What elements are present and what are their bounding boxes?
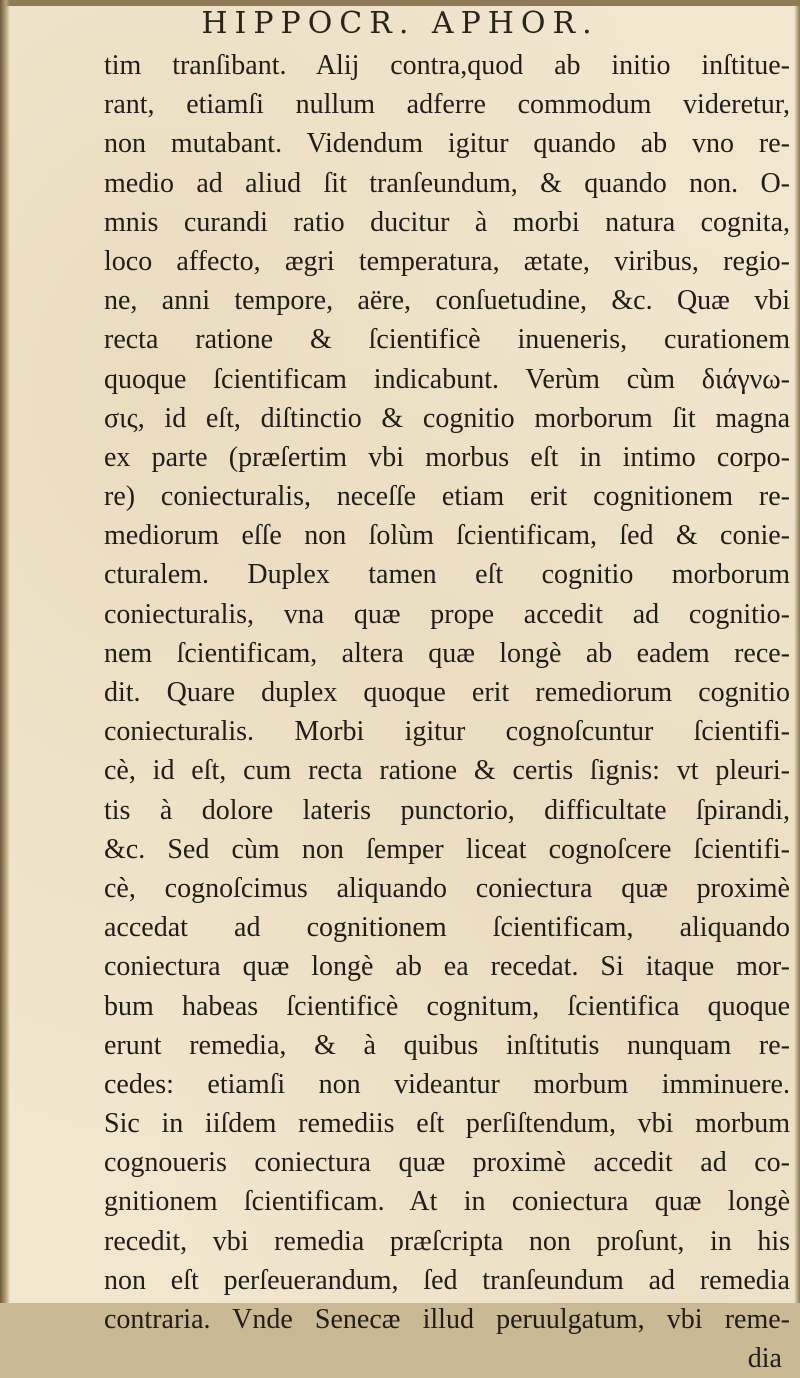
text-line: mnis curandi ratio ducitur à morbi natura cognita, (104, 206, 790, 238)
page-gutter-shadow (0, 0, 10, 1303)
text-line: recta ratione & ſcientificè inueneris, curationem (104, 324, 790, 356)
text-line: gnitionem ſcientificam. At in coniectura quæ longè (104, 1186, 790, 1218)
running-head: HIPPOCR. APHOR. (201, 6, 599, 41)
text-line: cognoueris coniectura quæ proximè accedit ad co- (104, 1147, 790, 1179)
text-line: mediorum eſſe non ſolùm ſcientificam, ſed & conie- (104, 520, 790, 552)
catchword: dia (747, 1343, 782, 1375)
text-line: non eſt perſeuerandum, ſed tranſeundum ad remedia (104, 1264, 790, 1296)
text-line: tis à dolore lateris punctorio, difficultate ſpirandi, (104, 794, 790, 826)
text-line: Sic in iiſdem remediis eſt perſiſtendum, vbi morbum (104, 1108, 790, 1140)
text-line: coniecturalis, vna quæ prope accedit ad cognitio- (104, 598, 790, 630)
text-line: cè, id eſt, cum recta ratione & certis ſignis: vt pleuri- (104, 755, 790, 787)
text-line: dit. Quare duplex quoque erit remediorum cognitio (104, 677, 790, 708)
text-line: coniectura quæ longè ab ea recedat. Si itaque mor- (104, 951, 790, 983)
text-line: ne, anni tempore, aëre, conſuetudine, &c. Quæ vbi (104, 285, 790, 317)
text-line: cè, cognoſcimus aliquando coniectura quæ proximè (104, 872, 790, 904)
text-line: medio ad aliud ſit tranſeundum, & quando non. O- (104, 167, 790, 199)
text-line: non mutabant. Videndum igitur quando ab vno re- (104, 128, 790, 160)
text-line: quoque ſcientificam indicabunt. Verùm cùm διάγνω- (104, 363, 790, 395)
text-line: cedes: etiamſi non videantur morbum imminuere. (104, 1068, 790, 1100)
text-line: σις, id eſt, diſtinctio & cognitio morborum ſit magna (104, 402, 790, 434)
text-line: ex parte (præſertim vbi morbus eſt in intimo corpo- (104, 441, 790, 473)
text-line: loco affecto, ægri temperatura, ætate, viribus, regio- (104, 245, 790, 277)
text-line: coniecturalis. Morbi igitur cognoſcuntur ſcientifi- (104, 716, 790, 748)
text-line: erunt remedia, & à quibus inſtitutis nunquam re- (104, 1029, 790, 1061)
body-text (104, 46, 790, 1378)
text-line: &c. Sed cùm non ſemper liceat cognoſcere ſcientifi- (104, 833, 790, 865)
page-right-edge (794, 0, 800, 1303)
text-line: recedit, vbi remedia præſcripta non proſunt, in his (104, 1225, 790, 1257)
text-line: nem ſcientificam, altera quæ longè ab eadem rece- (104, 637, 790, 669)
text-line: rant, etiamſi nullum adferre commodum videretur, (104, 89, 790, 121)
text-line: accedat ad cognitionem ſcientificam, aliquando (104, 912, 790, 944)
text-line: tim tranſibant. Alij contra,quod ab initio inſtitue- (104, 50, 790, 81)
text-line: re) coniecturalis, neceſſe etiam erit cognitionem re- (104, 481, 790, 513)
text-line: bum habeas ſcientificè cognitum, ſcientifica quoque (104, 990, 790, 1022)
text-line: cturalem. Duplex tamen eſt cognitio morborum (104, 559, 790, 591)
text-line: contraria. Vnde Senecæ illud peruulgatum, vbi reme- (104, 1304, 790, 1335)
